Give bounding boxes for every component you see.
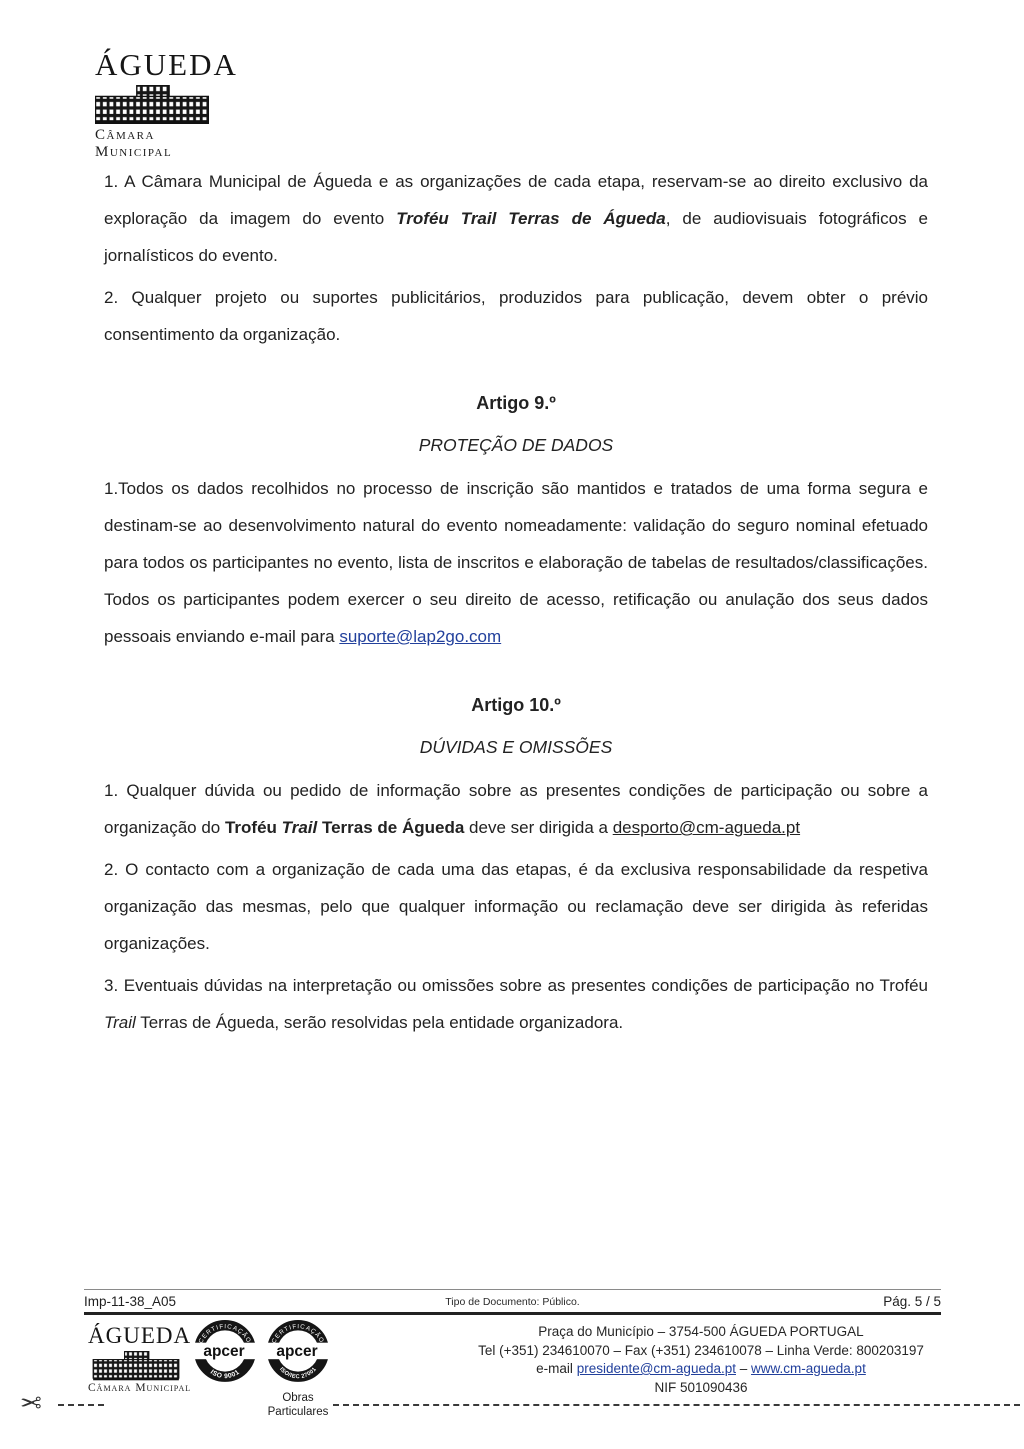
paragraph bbox=[104, 967, 928, 1041]
municipal-building-icon bbox=[95, 85, 209, 125]
certification-seals bbox=[190, 1320, 333, 1419]
text-run: PROTEÇÃO DE DADOS bbox=[418, 435, 614, 455]
svg-text:CERTIFICAÇÃO: CERTIFICAÇÃO bbox=[197, 1323, 253, 1345]
footer-logo-title: ÁGUEDA bbox=[88, 1323, 192, 1348]
doc-type: Tipo de Documento: Público. bbox=[445, 1295, 580, 1308]
svg-text:CERTIFICAÇÃO: CERTIFICAÇÃO bbox=[270, 1323, 326, 1345]
separator: – bbox=[736, 1361, 752, 1376]
contact-address: Praça do Município – 3754-500 ÁGUEDA PORTUGAL bbox=[538, 1324, 864, 1339]
paragraph bbox=[104, 772, 928, 846]
contact-email-line bbox=[458, 1360, 944, 1379]
article-subheading bbox=[104, 729, 928, 766]
municipal-building-icon bbox=[88, 1351, 184, 1381]
text-run: , de audiovisuais fotográficos e jornalísticos do evento. bbox=[104, 209, 929, 265]
contact-block bbox=[458, 1323, 944, 1397]
paragraph bbox=[104, 279, 928, 353]
article-heading bbox=[104, 385, 928, 422]
text-run: Troféu bbox=[224, 818, 282, 837]
paragraph bbox=[104, 163, 928, 274]
footer-bottom-rule bbox=[84, 1312, 941, 1315]
logo-subtitle: Câmara Municipal bbox=[95, 127, 173, 160]
apcer-iso27001-seal bbox=[263, 1320, 333, 1419]
paragraph bbox=[104, 470, 928, 655]
text-run: 1.Todos os dados recolhidos no processo de inscrição são mantidos e tratados de uma forma segura e destinam-se ao desenvolvimento natural do evento nomeadamente: validação do seguro nominal efetuado para todos os participantes no evento, lista de inscritos e elaboração de tabelas de resultados/classificações. Todos os participantes podem exercer o seu direito de acesso, retificação ou anulação dos seus dados pessoais enviando e-mail para bbox=[104, 479, 928, 646]
email-link[interactable]: suporte@lap2go.com bbox=[339, 627, 502, 646]
text-run: Terras de Águeda, serão resolvidas pela entidade organizadora. bbox=[135, 1013, 624, 1032]
paragraph bbox=[104, 851, 928, 962]
footer-top-rule bbox=[84, 1289, 941, 1290]
email-link[interactable]: desporto@cm-agueda.pt bbox=[612, 818, 801, 837]
text-run: Trail bbox=[104, 1013, 136, 1032]
contact-nif: NIF 501090436 bbox=[654, 1379, 748, 1395]
text-run: DÚVIDAS E OMISSÕES bbox=[419, 737, 613, 757]
apcer-seal-icon bbox=[265, 1320, 331, 1386]
contact-phones: Tel (+351) 234610070 – Fax (+351) 234610078 – Linha Verde: 800203197 bbox=[478, 1342, 924, 1358]
text-run: 1. A Câmara Municipal de Águeda e as organizações de cada etapa, reservam-se ao direito exclusivo da exploração da imagem do evento bbox=[104, 172, 928, 228]
header-logo bbox=[95, 47, 238, 161]
text-run: Terras de Águeda bbox=[317, 818, 465, 837]
cut-dash-short bbox=[58, 1404, 104, 1406]
logo-title: ÁGUEDA bbox=[95, 47, 238, 82]
text-run: 3. Eventuais dúvidas na interpretação ou omissões sobre as presentes condições de participação no Troféu bbox=[104, 976, 928, 995]
text-run: Trail bbox=[281, 818, 318, 837]
email-label: e-mail bbox=[536, 1361, 577, 1376]
scissors-icon: ✂ bbox=[20, 1388, 42, 1418]
article-subheading bbox=[104, 427, 928, 464]
website-link[interactable]: www.cm-agueda.pt bbox=[751, 1361, 866, 1376]
text-run: 1. Qualquer dúvida ou pedido de informação sobre as presentes condições de participação ou sobre a organização do bbox=[104, 781, 928, 837]
page-number: Pág. 5 / 5 bbox=[883, 1294, 941, 1309]
text-run: deve ser dirigida a bbox=[464, 818, 613, 837]
cut-dash-long bbox=[333, 1404, 1020, 1406]
footer-meta-row bbox=[84, 1291, 941, 1312]
svg-text:apcer: apcer bbox=[203, 1343, 245, 1361]
svg-text:ISO/IEC 27001: ISO/IEC 27001 bbox=[278, 1366, 318, 1381]
apcer-iso9001-seal bbox=[190, 1320, 260, 1419]
apcer-seal-icon bbox=[192, 1320, 258, 1386]
footer-logo bbox=[88, 1324, 198, 1394]
text-run: Artigo 9.º bbox=[476, 393, 556, 413]
doc-code: Imp-11-38_A05 bbox=[84, 1294, 177, 1309]
article-heading bbox=[104, 687, 928, 724]
text-run: 2. Qualquer projeto ou suportes publicitários, produzidos para publicação, devem obter o prévio consentimento da organização. bbox=[104, 288, 928, 344]
seal-caption: Obras Particulares bbox=[267, 1392, 329, 1418]
text-run: Troféu Trail Terras de Águeda bbox=[396, 209, 666, 228]
svg-text:ISO 9001: ISO 9001 bbox=[208, 1368, 242, 1381]
text-run: Artigo 10.º bbox=[471, 695, 561, 715]
svg-text:apcer: apcer bbox=[276, 1343, 318, 1361]
text-run: 2. O contacto com a organização de cada uma das etapas, é da exclusiva responsabilidade da respetiva organização das mesmas, pelo que qualquer informação ou reclamação deve ser dirigida às referidas organizações. bbox=[104, 860, 928, 953]
president-email-link[interactable]: presidente@cm-agueda.pt bbox=[576, 1361, 736, 1376]
footer-logo-subtitle: Câmara Municipal bbox=[88, 1382, 192, 1394]
document-body bbox=[104, 163, 928, 1046]
